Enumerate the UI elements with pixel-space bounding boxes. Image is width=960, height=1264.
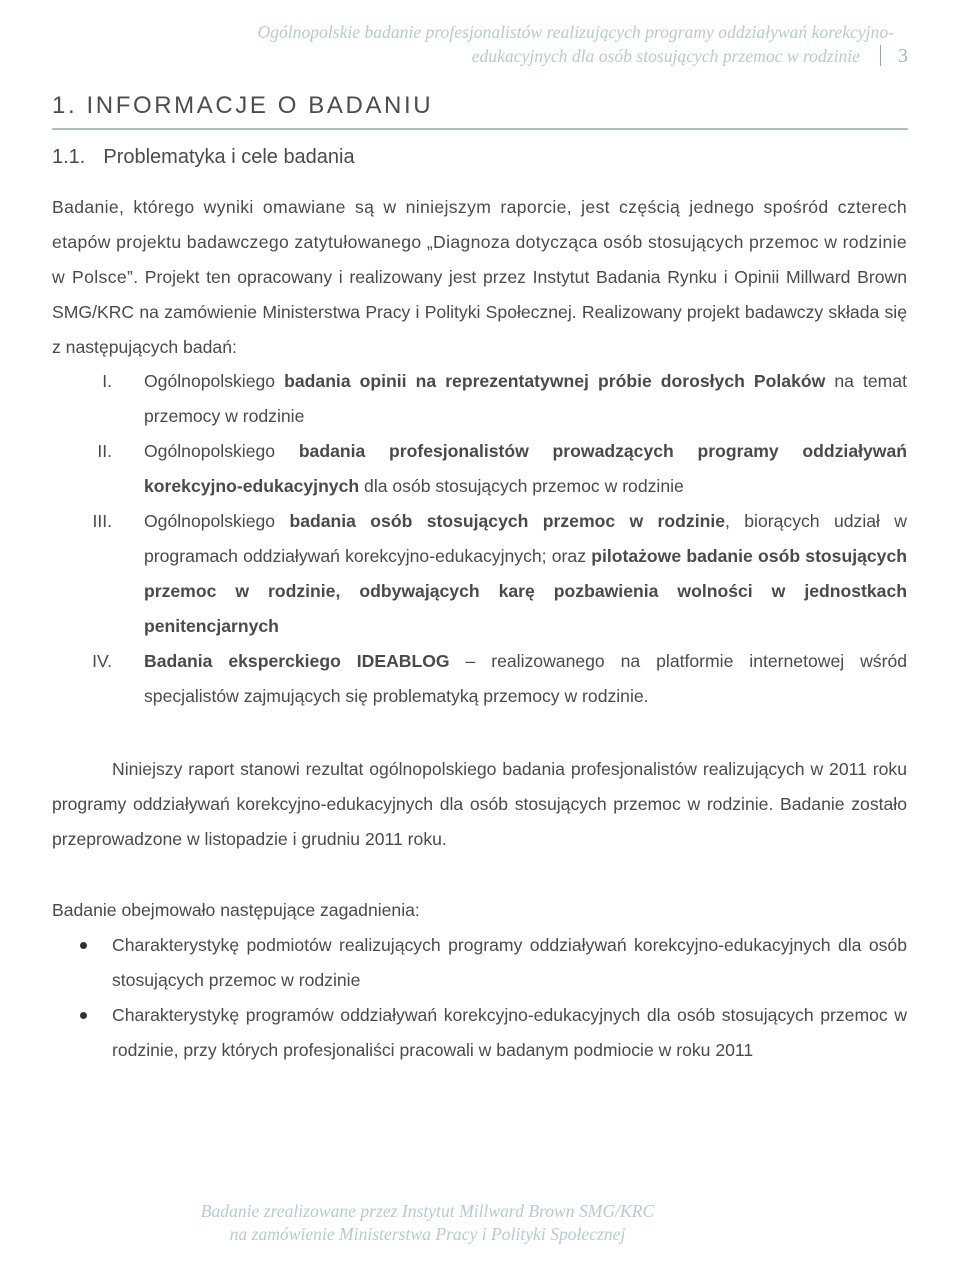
study-text-bold: badania opinii na reprezentatywnej próbie dorosłych Polaków <box>284 371 826 391</box>
footer-line-1: Badanie zrealizowane przez Instytut Millward Brown SMG/KRC <box>200 1201 655 1221</box>
study-numeral: I. <box>102 371 112 391</box>
study-text-regular: – realizowanego na platformie internetowej wśród specjalistów zajmujących się problematyką przemocy w rodzinie. <box>144 651 908 706</box>
topic-text: Charakterystykę podmiotów realizujących programy oddziaływań korekcyjno-edukacyjnych dla osób stosujących przemoc w rodzinie <box>112 935 907 990</box>
intro-part-1: Badanie, którego wyniki omawiane są w niniejszym raporcie, jest częścią jednego spośród czterech etapów projektu badawczego zatytułowanego „Diagnoza dotycząca osób stosujących przemoc w rodzinie w Polsce” <box>52 197 907 287</box>
study-item <box>52 434 907 504</box>
section-number: 1. <box>52 92 78 119</box>
study-text-regular: , biorących udział w programach oddziaływań korekcyjno-edukacyjnych; oraz <box>144 511 907 566</box>
footer-line-2: na zamówienie Ministerstwa Pracy i Polityki Społecznej <box>229 1224 626 1244</box>
study-text <box>144 441 907 496</box>
study-text-regular: Ogólnopolskiego <box>144 371 285 391</box>
topic-item <box>52 998 907 1068</box>
study-item <box>52 364 907 434</box>
study-text-bold: badania profesjonalistów prowadzących programy oddziaływań korekcyjno-edukacyjnych <box>144 441 907 496</box>
topics-list <box>52 928 907 1068</box>
intro-part-2: . Projekt ten opracowany i realizowany jest przez Instytut Badania Rynku i Opinii Millward Brown SMG/KRC na zamówienie Ministerstwa Pracy i Polityki Społecznej. Realizowany projekt badawczy składa się z następujących badań: <box>52 267 907 357</box>
study-item <box>52 504 907 644</box>
topic-item <box>52 928 907 998</box>
study-text-regular: Ogólnopolskiego <box>144 511 290 531</box>
bullet-icon <box>80 1012 87 1019</box>
running-header-line-2: edukacyjnych dla osób stosujących przemoc w rodzinie <box>471 46 860 66</box>
study-text-regular: na temat przemocy w rodzinie <box>144 371 907 426</box>
study-numeral: III. <box>92 511 112 531</box>
study-text <box>144 651 907 706</box>
study-text <box>144 511 907 636</box>
topic-text: Charakterystykę programów oddziaływań korekcyjno-edukacyjnych dla osób stosujących przemoc w rodzinie, przy których profesjonaliści pracowali w badanym podmiocie w roku 2011 <box>112 1005 907 1060</box>
section-heading <box>52 92 433 120</box>
section-title: INFORMACJE O BADANIU <box>86 92 434 119</box>
intro-paragraph <box>52 190 907 365</box>
study-numeral: IV. <box>92 651 112 671</box>
page-number: 3 <box>898 45 908 67</box>
running-header <box>0 20 960 70</box>
study-text-bold: badania osób stosujących przemoc w rodzinie <box>289 511 726 531</box>
subsection-heading <box>52 146 355 169</box>
topics-intro: Badanie obejmowało następujące zagadnienia: <box>52 900 420 920</box>
study-text-regular: Ogólnopolskiego <box>144 441 299 461</box>
header-separator <box>880 45 881 66</box>
running-header-line-1: Ogólnopolskie badanie profesjonalistów realizujących programy oddziaływań korekcyjno- <box>257 22 894 42</box>
study-text-bold: pilotażowe badanie osób stosujących przemoc w rodzinie, odbywających karę pozbawienia wolności w jednostkach penitencjarnych <box>144 546 907 636</box>
study-numeral: II. <box>97 441 112 461</box>
running-header-text <box>257 20 894 68</box>
study-text-regular: dla osób stosujących przemoc w rodzinie <box>359 476 684 496</box>
subsection-title: Problematyka i cele badania <box>103 146 355 168</box>
study-text-bold: Badania eksperckiego IDEABLOG <box>144 651 450 671</box>
subsection-number: 1.1. <box>52 146 86 168</box>
page-footer <box>0 1200 960 1246</box>
bullet-icon <box>80 942 87 949</box>
study-item <box>52 644 907 714</box>
studies-list <box>52 364 907 714</box>
heading-divider <box>52 128 908 130</box>
study-text <box>144 371 907 426</box>
report-paragraph: Niniejszy raport stanowi rezultat ogólnopolskiego badania profesjonalistów realizujących w 2011 roku programy oddziaływań korekcyjno-edukacyjnych dla osób stosujących przemoc w rodzinie. Badanie zostało przeprowadzone w listopadzie i grudniu 2011 roku. <box>52 759 907 849</box>
